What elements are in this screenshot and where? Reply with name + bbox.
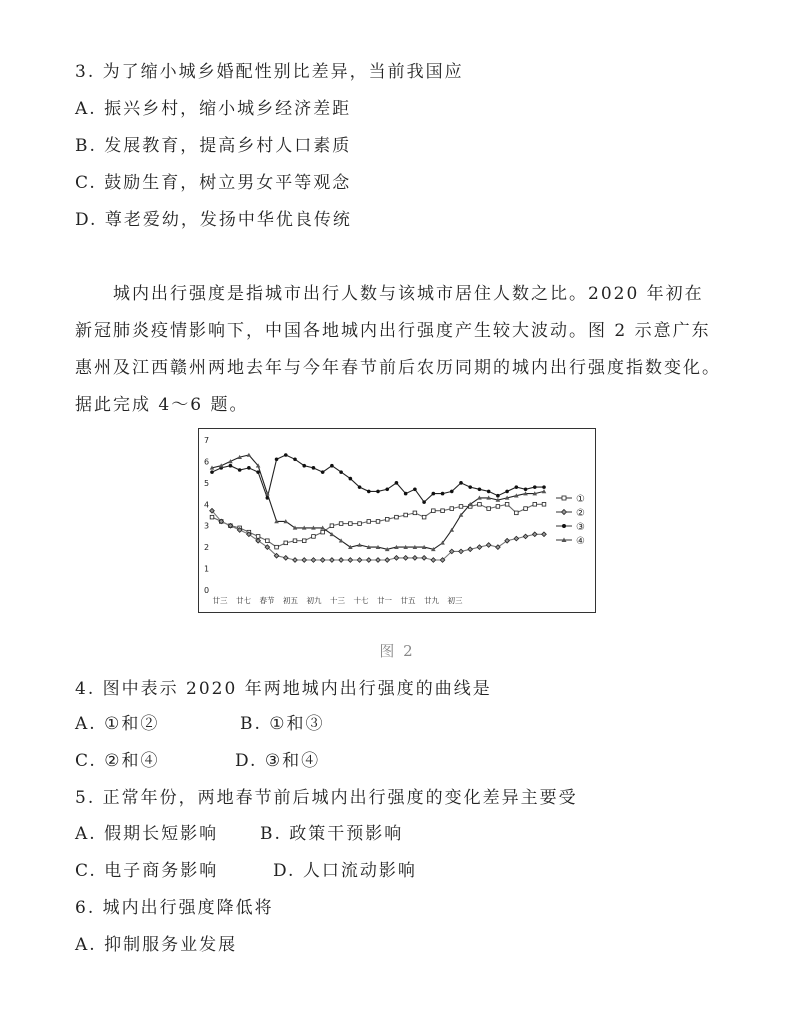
data-point <box>358 522 362 526</box>
q3-option-d: D. 尊老爱幼，发扬中华优良传统 <box>75 210 352 230</box>
y-tick-label: 6 <box>204 457 210 467</box>
data-point <box>284 453 288 457</box>
data-point <box>413 487 417 491</box>
x-axis-labels <box>213 595 463 605</box>
data-point <box>432 509 436 513</box>
data-point <box>358 485 362 489</box>
data-point <box>562 496 566 500</box>
q6-stem: 6. 城内出行强度降低将 <box>75 898 274 918</box>
data-point <box>321 530 325 534</box>
q3-option-a: A. 振兴乡村，缩小城乡经济差距 <box>75 99 352 119</box>
data-point <box>542 485 546 489</box>
q4-stem: 4. 图中表示 2020 年两地城内出行强度的曲线是 <box>75 679 492 699</box>
data-point <box>459 505 463 509</box>
data-point <box>422 500 426 504</box>
data-point <box>302 539 306 543</box>
data-point <box>312 535 316 539</box>
x-tick-label: 廿一 <box>377 596 392 605</box>
x-tick-label: 十三 <box>330 596 345 605</box>
q5-stem: 5. 正常年份，两地春节前后城内出行强度的变化差异主要受 <box>75 788 578 808</box>
y-tick-label: 3 <box>204 521 210 531</box>
data-point <box>367 490 371 494</box>
x-tick-label: 初九 <box>306 596 322 605</box>
data-point <box>339 470 343 474</box>
data-point <box>284 541 288 545</box>
data-point <box>562 524 566 528</box>
passage-text: 城内出行强度是指城市出行人数与该城市居住人数之比。2020 年初在新冠肺炎疫情影响下，中国各地城内出行强度产生较大波动。图 2 示意广东惠州及江西赣州两地去年与今年春节前后农历同期的城内出行强度指数变化。据此完成 4～6 题。 <box>75 284 721 415</box>
q5-option-b: B. 政策干预影响 <box>260 824 404 844</box>
data-point <box>395 515 399 519</box>
data-point <box>542 502 546 506</box>
data-point <box>441 492 445 496</box>
data-point <box>293 457 297 461</box>
data-point <box>312 466 316 470</box>
x-tick-label: 廿七 <box>236 596 251 605</box>
x-tick-label: 春节 <box>259 596 275 605</box>
data-point <box>376 520 380 524</box>
q5-option-c: C. 电子商务影响 <box>75 861 219 881</box>
y-tick-label: 5 <box>204 478 210 488</box>
legend-label: ① <box>576 494 585 505</box>
data-point <box>478 487 482 491</box>
data-point <box>478 502 482 506</box>
y-tick-label: 2 <box>204 543 210 553</box>
data-point <box>524 487 528 491</box>
data-point <box>432 492 436 496</box>
q4-option-c: C. ②和④ <box>75 751 160 771</box>
data-point <box>496 494 500 498</box>
legend-label: ④ <box>576 536 585 547</box>
data-point <box>441 509 445 513</box>
data-point <box>404 513 408 517</box>
data-point <box>210 515 214 519</box>
data-point <box>275 457 279 461</box>
data-point <box>349 477 353 481</box>
figure-caption: 图 2 <box>379 642 415 660</box>
data-point <box>238 468 242 472</box>
x-tick-label: 廿三 <box>212 596 228 605</box>
q4-option-a: A. ①和② <box>75 714 160 734</box>
chart-frame <box>199 429 596 613</box>
data-point <box>487 490 491 494</box>
data-point <box>459 481 463 485</box>
y-tick-label: 7 <box>204 436 210 445</box>
data-point <box>367 520 371 524</box>
x-tick-label: 十七 <box>353 596 369 605</box>
data-point <box>533 485 537 489</box>
data-point <box>266 539 270 543</box>
q6-option-a: A. 抑制服务业发展 <box>75 935 238 955</box>
data-point <box>229 464 233 468</box>
data-point <box>515 485 519 489</box>
x-tick-label: 廿九 <box>424 596 439 605</box>
q5-option-a: A. 假期长短影响 <box>75 824 219 844</box>
data-point <box>533 502 537 506</box>
legend-label: ② <box>576 508 585 519</box>
data-point <box>422 515 426 519</box>
q4-option-b: B. ①和③ <box>240 714 325 734</box>
data-point <box>330 464 334 468</box>
data-point <box>385 487 389 491</box>
data-point <box>395 481 399 485</box>
data-point <box>385 517 389 521</box>
legend-label: ③ <box>576 522 585 533</box>
data-point <box>349 522 353 526</box>
x-tick-label: 初三 <box>447 596 463 605</box>
q3-option-c: C. 鼓励生育，树立男女平等观念 <box>75 173 352 193</box>
data-point <box>293 539 297 543</box>
data-point <box>302 464 306 468</box>
q5-option-d: D. 人口流动影响 <box>273 861 417 881</box>
data-point <box>339 522 343 526</box>
data-point <box>413 511 417 515</box>
x-tick-label: 初五 <box>283 596 298 605</box>
travel-intensity-chart <box>198 428 596 613</box>
data-point <box>330 524 334 528</box>
x-tick-label: 廿五 <box>400 596 416 605</box>
data-point <box>275 545 279 549</box>
data-point <box>524 507 528 511</box>
data-point <box>210 470 214 474</box>
y-tick-label: 1 <box>204 564 210 574</box>
y-tick-label: 4 <box>204 500 210 510</box>
data-point <box>247 466 251 470</box>
data-point <box>256 535 260 539</box>
data-point <box>487 507 491 511</box>
y-tick-label: 0 <box>204 586 210 595</box>
data-point <box>376 490 380 494</box>
data-point <box>505 502 509 506</box>
q3-option-b: B. 发展教育，提高乡村人口素质 <box>75 136 352 156</box>
data-point <box>505 490 509 494</box>
q4-option-d: D. ③和④ <box>235 751 321 771</box>
passage-paragraph <box>75 276 721 424</box>
data-point <box>496 505 500 509</box>
data-point <box>468 485 472 489</box>
data-point <box>450 507 454 511</box>
data-point <box>321 470 325 474</box>
data-point <box>404 492 408 496</box>
data-point <box>515 511 519 515</box>
data-point <box>450 490 454 494</box>
q3-stem: 3. 为了缩小城乡婚配性别比差异，当前我国应 <box>75 62 464 82</box>
